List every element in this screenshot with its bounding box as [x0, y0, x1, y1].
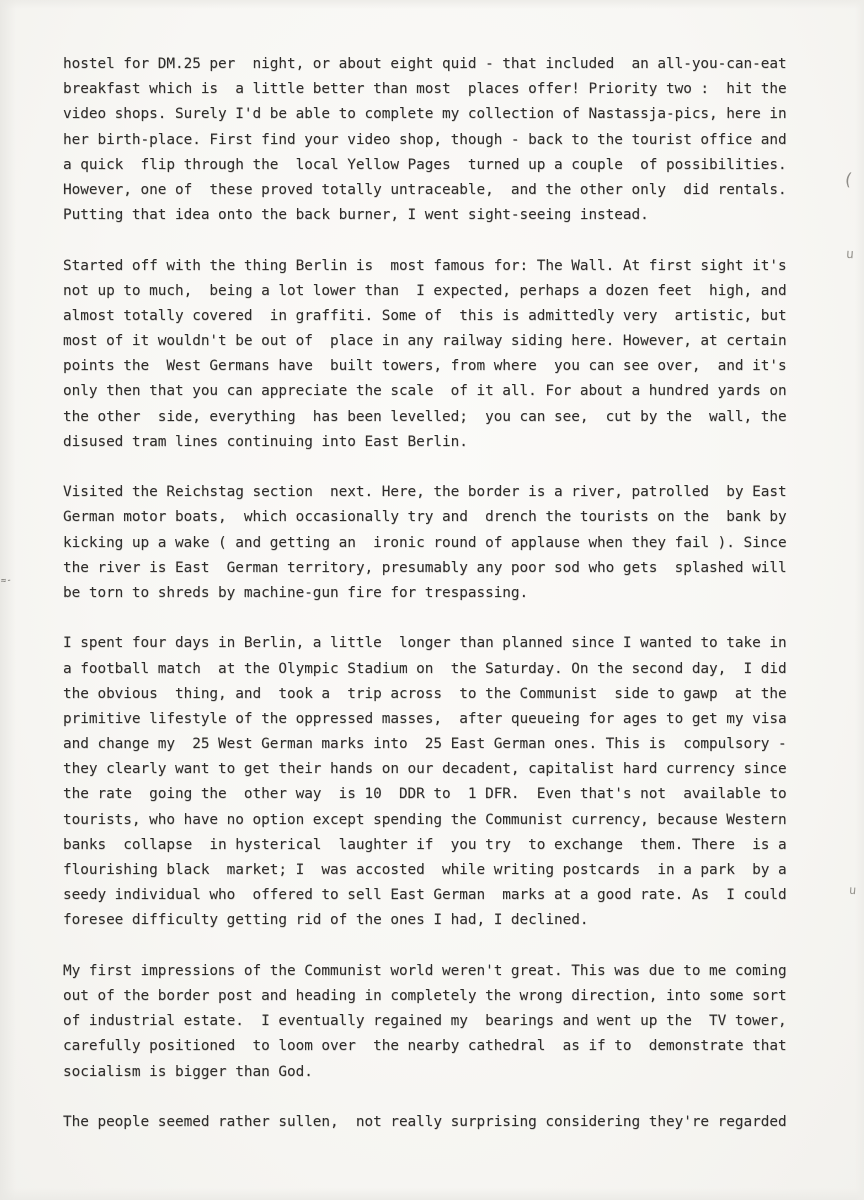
text-line: almost totally covered in graffiti. Some of this is admittedly very artistic, but — [63, 307, 787, 324]
text-line: German motor boats, which occasionally try and drench the tourists on the bank by — [63, 509, 787, 526]
text-block — [63, 52, 825, 1160]
scan-mark-paren: ( — [841, 169, 855, 191]
text-line: breakfast which is a little better than most places offer! Priority two : hit the — [63, 81, 787, 98]
paragraph — [63, 480, 825, 606]
text-line: The people seemed rather sullen, not really surprising considering they're regarded — [63, 1113, 787, 1130]
text-line: of industrial estate. I eventually regained my bearings and went up the TV tower, — [63, 1013, 787, 1030]
text-line: points the West Germans have built towers, from where you can see over, and it's — [63, 358, 787, 375]
paragraph — [63, 959, 825, 1085]
text-line: foresee difficulty getting rid of the ones I had, I declined. — [63, 912, 589, 929]
scan-mark-tick-upper: u — [845, 246, 855, 263]
text-line: banks collapse in hysterical laughter if you try to exchange them. There is a — [63, 836, 787, 853]
paragraph — [63, 631, 825, 933]
text-line: and change my 25 West German marks into 25 East German ones. This is compulsory - — [63, 736, 787, 753]
text-line: kicking up a wake ( and getting an ironic round of applause when they fail ). Since — [63, 534, 787, 551]
text-line: disused tram lines continuing into East Berlin. — [63, 433, 468, 450]
paragraph — [63, 52, 825, 228]
text-line: Putting that idea onto the back burner, I went sight-seeing instead. — [63, 207, 649, 224]
text-line: Visited the Reichstag section next. Here, the border is a river, patrolled by East — [63, 484, 787, 501]
text-line: My first impressions of the Communist world weren't great. This was due to me coming — [63, 962, 787, 979]
text-line: hostel for DM.25 per night, or about eight quid - that included an all-you-can-eat — [63, 56, 787, 72]
text-line: not up to much, being a lot lower than I expected, perhaps a dozen feet high, and — [63, 282, 787, 299]
scan-smudge-left-margin: ≈- — [0, 575, 13, 587]
text-line: video shops. Surely I'd be able to complete my collection of Nastassja-pics, here in — [63, 106, 787, 123]
paragraph — [63, 1110, 825, 1135]
scan-mark-tick-lower: u — [848, 882, 857, 898]
text-line: most of it wouldn't be out of place in any railway siding here. However, at certain — [63, 333, 787, 350]
text-line: they clearly want to get their hands on our decadent, capitalist hard currency since — [63, 761, 787, 778]
text-line: Started off with the thing Berlin is most famous for: The Wall. At first sight it's — [63, 257, 787, 274]
text-line: the river is East German territory, presumably any poor sod who gets splashed will — [63, 559, 787, 576]
text-line: socialism is bigger than God. — [63, 1063, 313, 1080]
text-line: a football match at the Olympic Stadium on the Saturday. On the second day, I did — [63, 660, 787, 677]
text-line: out of the border post and heading in completely the wrong direction, into some sort — [63, 987, 787, 1004]
text-line: her birth-place. First find your video shop, though - back to the tourist office and — [63, 131, 787, 148]
text-line: flourishing black market; I was accosted while writing postcards in a park by a — [63, 862, 787, 878]
text-line: a quick flip through the local Yellow Pages turned up a couple of possibilities. — [63, 156, 787, 173]
text-line: primitive lifestyle of the oppressed masses, after queueing for ages to get my visa — [63, 710, 787, 727]
text-line: only then that you can appreciate the scale of it all. For about a hundred yards on — [63, 383, 787, 400]
text-line: the rate going the other way is 10 DDR to 1 DFR. Even that's not available to — [63, 786, 787, 803]
text-line: carefully positioned to loom over the nearby cathedral as if to demonstrate that — [63, 1038, 787, 1055]
text-line: tourists, who have no option except spending the Communist currency, because Western — [63, 811, 787, 828]
text-line: seedy individual who offered to sell East German marks at a good rate. As I could — [63, 887, 787, 904]
text-line: be torn to shreds by machine-gun fire for trespassing. — [63, 584, 529, 601]
paragraph — [63, 254, 825, 456]
text-line: the other side, everything has been levelled; you can see, cut by the wall, the — [63, 408, 787, 425]
text-line: the obvious thing, and took a trip across to the Communist side to gawp at the — [63, 685, 787, 702]
text-line: However, one of these proved totally untraceable, and the other only did rentals. — [63, 181, 787, 198]
text-line: I spent four days in Berlin, a little longer than planned since I wanted to take in — [63, 635, 787, 652]
